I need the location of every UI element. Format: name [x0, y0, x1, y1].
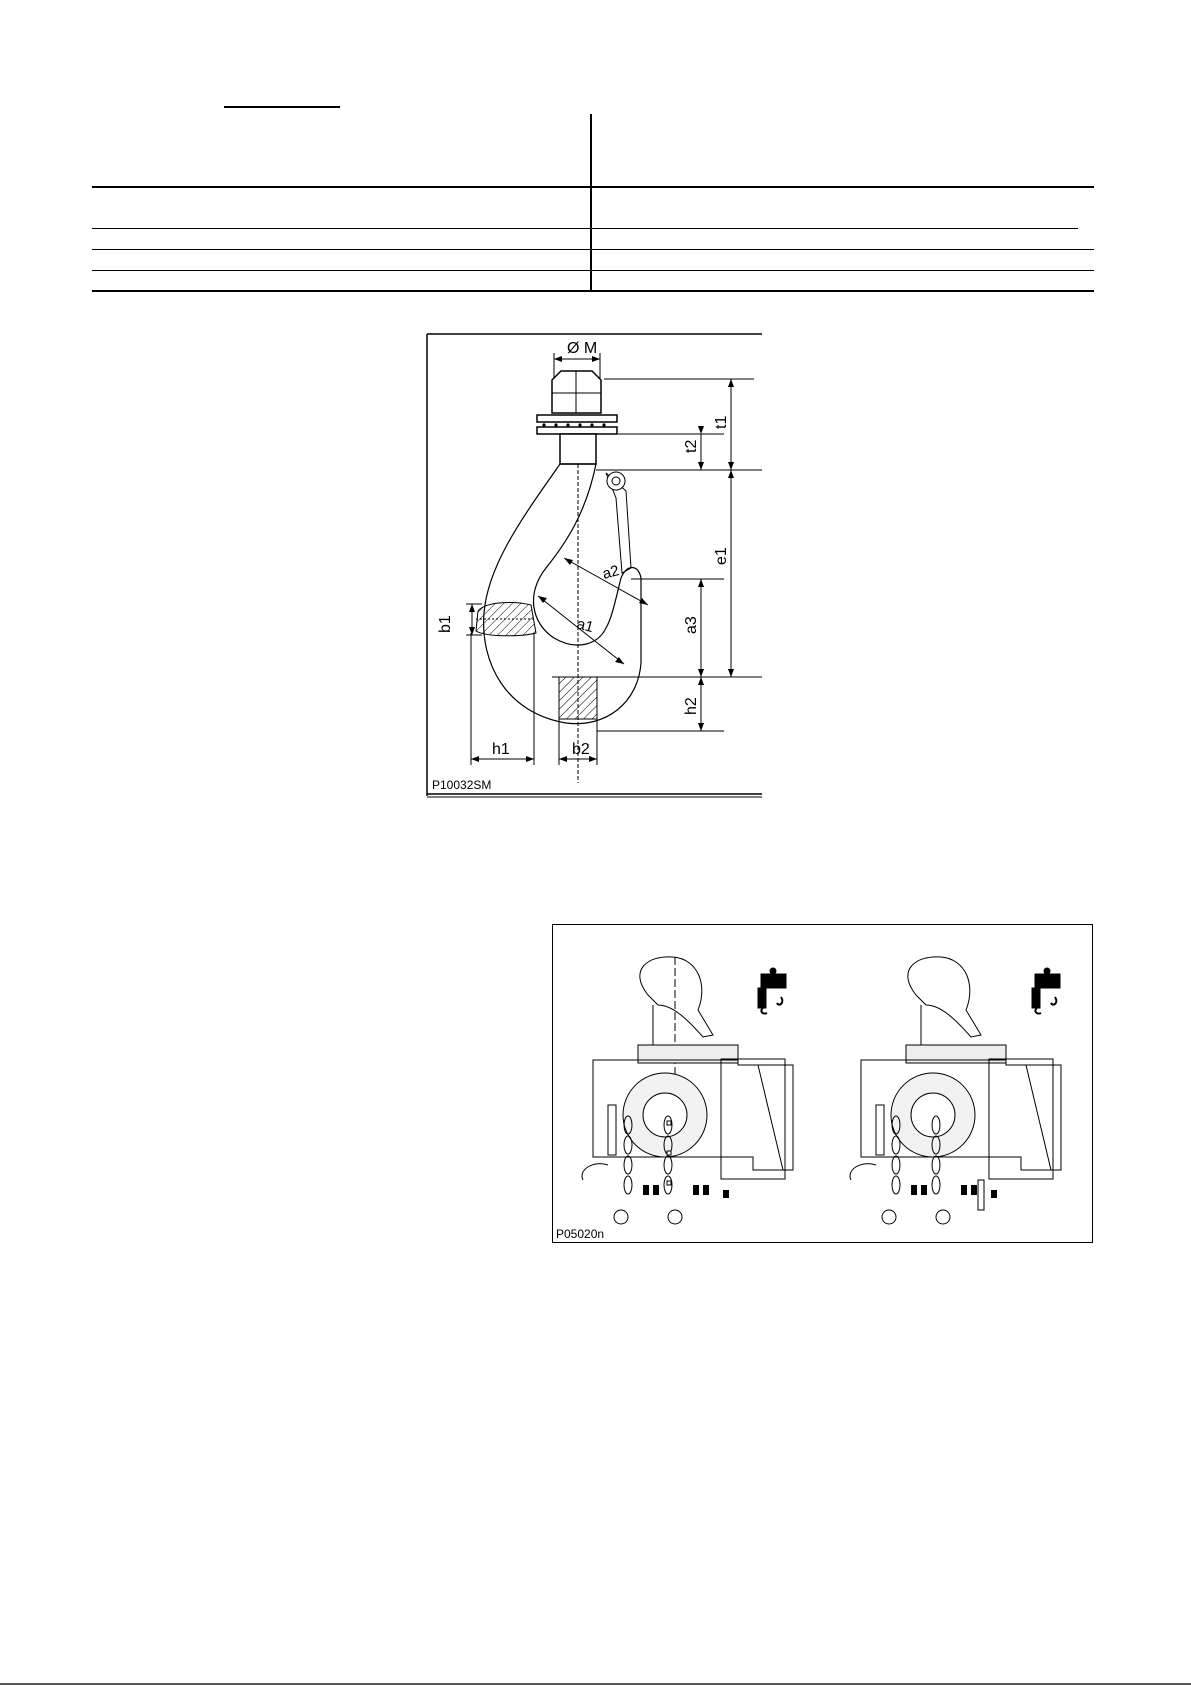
hoist-figure-code: P05020n: [556, 1227, 605, 1241]
label-t2: t2: [683, 439, 700, 453]
table-rule-5: [92, 290, 1094, 292]
label-b2: b2: [572, 741, 590, 758]
hook-figure: [426, 333, 764, 799]
label-h1: h1: [492, 741, 510, 758]
label-h2: h2: [683, 697, 700, 715]
label-a1: a1: [574, 615, 596, 637]
label-a3: a3: [683, 616, 700, 634]
hoist-pictogram-right: [1032, 968, 1060, 1014]
hoist-pictogram-left: [758, 968, 786, 1014]
label-b1: b1: [437, 615, 454, 633]
title-underline: [224, 106, 340, 108]
label-diameter-m: Ø M: [567, 340, 598, 357]
label-t1: t1: [713, 415, 730, 429]
hoist-drawing: [553, 925, 1092, 1242]
hoist-figure: [552, 924, 1093, 1243]
table-rule-1: [92, 186, 1094, 188]
table-rule-2: [92, 228, 1078, 229]
label-a2: a2: [600, 562, 622, 583]
table-rule-3: [92, 249, 1094, 250]
table-column-divider: [590, 114, 592, 290]
hook-drawing: [426, 333, 764, 799]
table-rule-4: [92, 270, 1094, 271]
hoist-variant-right: [850, 957, 1061, 1224]
label-e1: e1: [713, 547, 730, 565]
hook-figure-code: P10032SM: [432, 778, 492, 792]
